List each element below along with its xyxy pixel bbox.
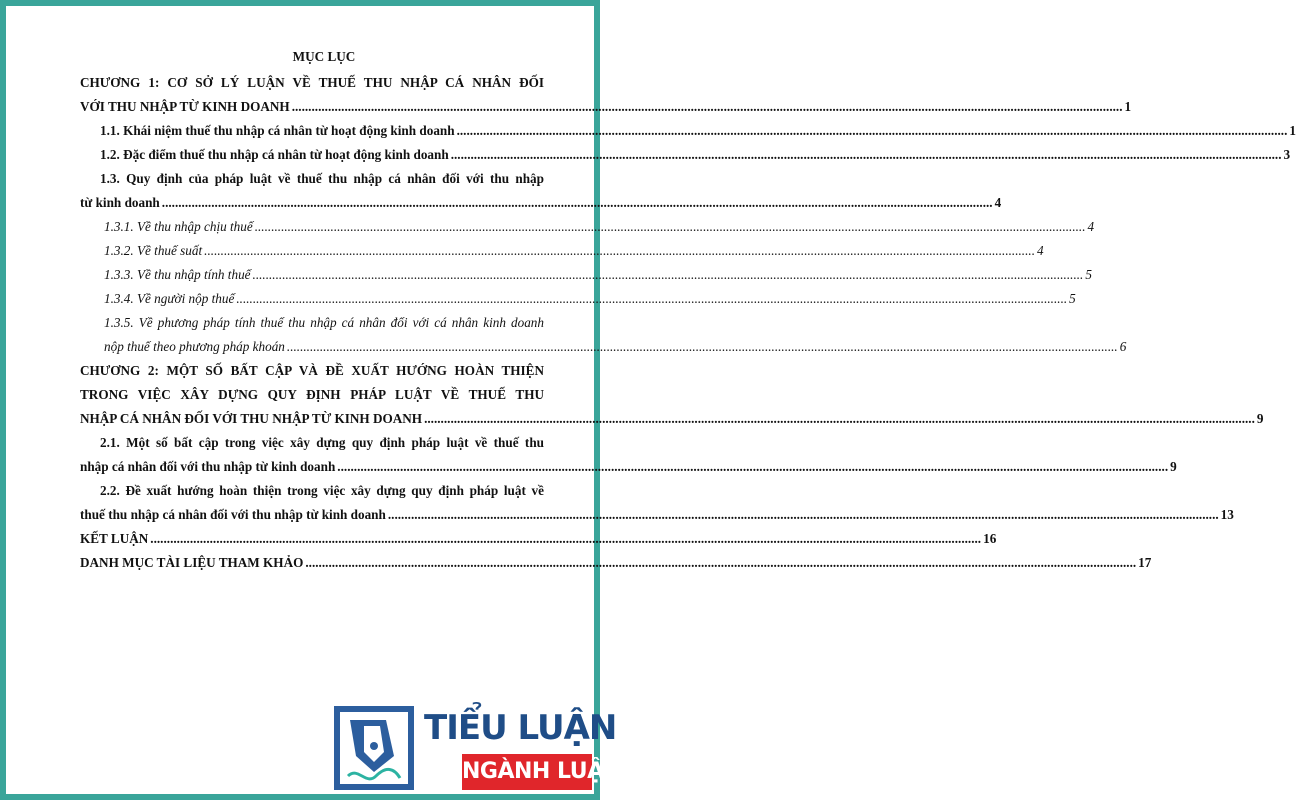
leader-dots: [255, 214, 1086, 239]
fountain-pen-icon: [334, 706, 414, 790]
leader-dots: [150, 526, 981, 551]
leader-dots: [424, 406, 1255, 431]
leader-dots: [162, 190, 993, 215]
section-1-3-title-cont: từ kinh doanh: [80, 195, 160, 210]
section-1-3-5-title[interactable]: 1.3.5. Về phương pháp tính thuế thu nhập cá nhân đối với cá nhân kinh doanh: [104, 315, 544, 330]
page-number: 16: [983, 531, 997, 546]
leader-dots: [451, 142, 1282, 167]
section-1-1-entry[interactable]: [80, 118, 1296, 142]
conclusion-entry[interactable]: [80, 526, 997, 550]
leader-dots: [204, 238, 1035, 263]
section-1-3-title[interactable]: 1.3. Quy định của pháp luật về thuế thu nhập cá nhân đối với thu nhập: [100, 171, 544, 186]
toc-title: MỤC LỤC: [292, 49, 356, 64]
section-1-3-5-entry[interactable]: [80, 334, 1127, 358]
page-number: 1: [1289, 123, 1296, 138]
section-1-3-4-title: 1.3.4. Về người nộp thuế: [104, 291, 235, 306]
section-2-2-title-cont: thuế thu nhập cá nhân đối với thu nhập từ kinh doanh: [80, 507, 386, 522]
section-1-2-title: 1.2. Đặc điểm thuế thu nhập cá nhân từ hoạt động kinh doanh: [100, 147, 449, 162]
conclusion-title: KẾT LUẬN: [80, 531, 149, 546]
leader-dots: [337, 454, 1168, 479]
chapter-1-title-cont: VỚI THU NHẬP TỪ KINH DOANH: [80, 99, 290, 114]
logo-text-bottom: NGÀNH LUẬT: [462, 754, 592, 790]
page-number: 5: [1085, 267, 1092, 282]
page-number: 13: [1220, 507, 1234, 522]
page-number: 17: [1138, 555, 1152, 570]
chapter-1-title[interactable]: CHƯƠNG 1: CƠ SỞ LÝ LUẬN VỀ THUẾ THU NHẬP CÁ NHÂN ĐỐI: [80, 75, 544, 90]
page-number: 4: [994, 195, 1002, 210]
chapter-1-entry[interactable]: [80, 94, 1132, 118]
section-1-3-5-title-cont: nộp thuế theo phương pháp khoán: [104, 339, 285, 354]
leader-dots: [236, 286, 1067, 311]
section-1-3-2-entry[interactable]: [80, 238, 1044, 262]
section-2-1-entry[interactable]: [80, 454, 1177, 478]
leader-dots: [457, 118, 1288, 143]
section-2-1-title[interactable]: 2.1. Một số bất cập trong việc xây dựng quy định pháp luật về thuế thu: [100, 435, 544, 450]
chapter-2-title[interactable]: CHƯƠNG 2: MỘT SỐ BẤT CẬP VÀ ĐỀ XUẤT HƯỚNG HOÀN THIỆN: [80, 363, 544, 378]
section-1-2-entry[interactable]: [80, 142, 1291, 166]
page-number: 4: [1036, 243, 1044, 258]
section-1-3-entry[interactable]: [80, 190, 1002, 214]
section-1-3-2-title: 1.3.2. Về thuế suất: [104, 243, 203, 258]
logo-emblem: [334, 706, 414, 790]
chapter-2-title-cont: NHẬP CÁ NHÂN ĐỐI VỚI THU NHẬP TỪ KINH DOANH: [80, 411, 423, 426]
site-logo[interactable]: [334, 706, 619, 794]
page-number: 4: [1087, 219, 1095, 234]
section-2-2-title[interactable]: 2.2. Đề xuất hướng hoàn thiện trong việc xây dựng quy định pháp luật về: [100, 483, 544, 498]
section-2-2-entry[interactable]: [80, 502, 1234, 526]
section-1-3-4-entry[interactable]: [80, 286, 1076, 310]
leader-dots: [253, 262, 1084, 287]
section-1-1-title: 1.1. Khái niệm thuế thu nhập cá nhân từ hoạt động kinh doanh: [100, 123, 455, 138]
chapter-2-entry[interactable]: [80, 406, 1264, 430]
section-2-1-title-cont: nhập cá nhân đối với thu nhập từ kinh doanh: [80, 459, 336, 474]
page-number: 9: [1170, 459, 1177, 474]
page-number: 9: [1256, 411, 1264, 426]
page-number: 5: [1069, 291, 1076, 306]
page-number: 1: [1124, 99, 1132, 114]
leader-dots: [388, 502, 1219, 527]
leader-dots: [287, 334, 1118, 359]
page-number: 3: [1283, 147, 1291, 162]
page-number: 6: [1119, 339, 1127, 354]
logo-text-top: TIỂU LUẬN: [424, 708, 617, 748]
section-1-3-3-title: 1.3.3. Về thu nhập tính thuế: [104, 267, 251, 282]
section-1-3-3-entry[interactable]: [80, 262, 1092, 286]
leader-dots: [305, 550, 1136, 575]
references-entry[interactable]: [80, 550, 1152, 574]
section-1-3-1-entry[interactable]: [80, 214, 1095, 238]
table-of-contents: [80, 44, 1296, 574]
chapter-2-title-line2[interactable]: TRONG VIỆC XÂY DỰNG QUY ĐỊNH PHÁP LUẬT VỀ THUẾ THU: [80, 387, 544, 402]
section-1-3-1-title: 1.3.1. Về thu nhập chịu thuế: [104, 219, 253, 234]
leader-dots: [292, 94, 1123, 119]
references-title: DANH MỤC TÀI LIỆU THAM KHẢO: [80, 555, 304, 570]
